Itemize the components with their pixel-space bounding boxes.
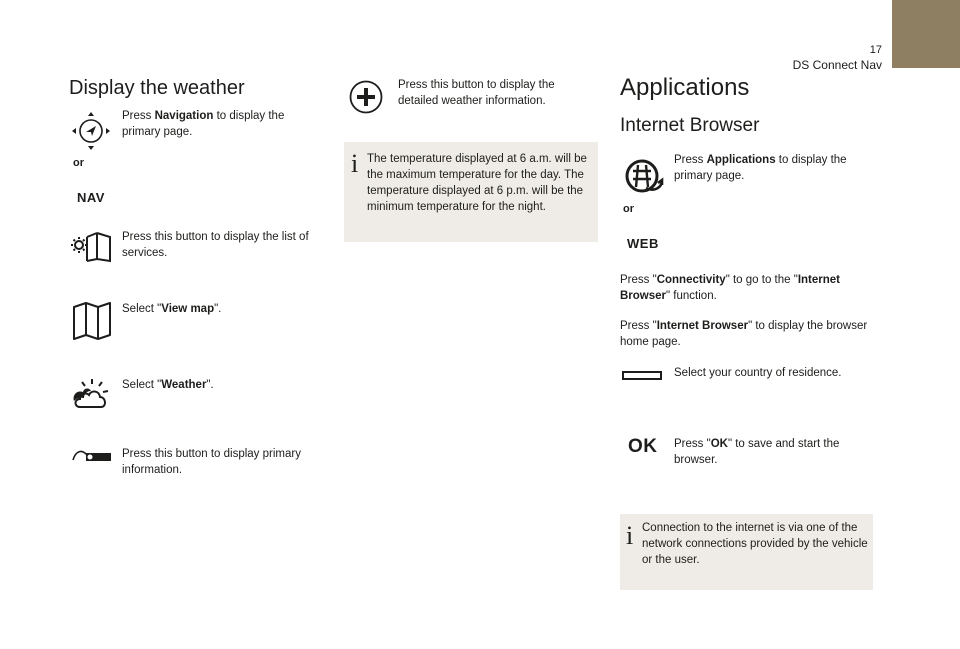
or-label: or [73,157,84,169]
info-box-temperature [344,142,598,242]
step-press-navigation: Press Navigation to display the primary page. [122,110,285,138]
section-title-display-weather: Display the weather [69,77,245,99]
country-list-icon [622,368,662,378]
step-internet-browser: Press "Internet Browser" to display the browser home page. [620,320,868,348]
weather-sun-cloud-icon [72,377,112,413]
step-press-ok: Press "OK" to save and start the browser. [674,438,840,466]
step-connectivity: Press "Connectivity" to go to the "Internet Browser" function. [620,274,840,302]
chapter-color-tab [892,0,960,68]
applications-globe-icon [624,158,664,194]
step-view-map: Select "View map". [122,303,222,315]
info-text-connection: Connection to the internet is via one of the network connections provided by the vehicle or the user. [642,522,868,566]
page-number: 17 [869,44,882,56]
step-weather: Select "Weather". [122,379,214,391]
step-select-country: Select your country of residence. [674,367,842,379]
info-icon: i [626,521,634,550]
map-icon [72,301,112,341]
info-box-connection [620,514,873,590]
info-icon: i [351,149,359,178]
chapter-title: DS Connect Nav [792,58,882,72]
step-services: Press this button to display the list of services. [122,231,309,259]
plus-circle-icon [349,80,383,114]
web-button-label: WEB [627,236,659,251]
step-detailed-weather: Press this button to display the detailed weather information. [398,79,555,107]
nav-button-label: NAV [77,190,105,205]
step-press-applications: Press Applications to display the primary page. [674,154,847,182]
ok-button-label: OK [628,436,658,457]
section-title-applications: Applications [620,74,750,101]
subsection-title-internet-browser: Internet Browser [620,115,760,136]
primary-info-tab-icon [72,448,112,462]
or-label-applications: or [623,203,634,215]
step-primary-info: Press this button to display primary information. [122,448,301,476]
navigation-joystick-icon [70,108,112,154]
services-settings-icon [70,229,112,265]
info-text-temperature: The temperature displayed at 6 a.m. will be the maximum temperature for the day. The temperature displayed at 6 p.m. will be the minimum temperature for the night. [367,153,587,213]
